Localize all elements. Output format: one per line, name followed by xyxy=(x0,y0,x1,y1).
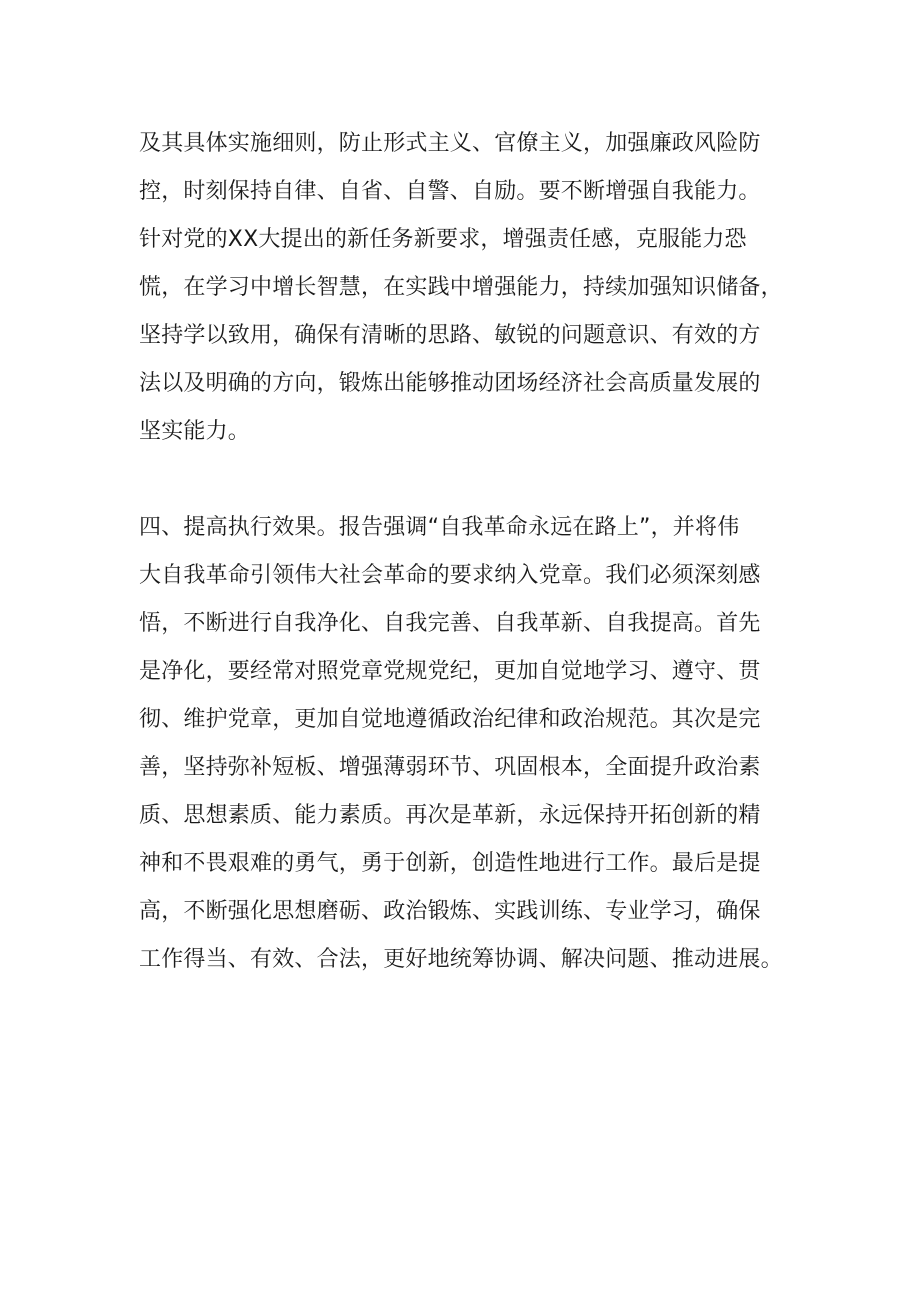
text-line: 质、思想素质、能力素质。再次是革新，永远保持开拓创新的精 xyxy=(139,803,761,828)
paragraph-section-four xyxy=(139,504,789,984)
text-line: 四、提高执行效果。报告强调“自我革命永远在路上”，并将伟 xyxy=(139,515,740,540)
paragraph-continuation xyxy=(139,120,789,456)
text-line: 慌，在学习中增长智慧，在实践中增强能力，持续加强知识储备， xyxy=(139,275,783,300)
text-line: 工作得当、有效、合法，更好地统筹协调、解决问题、推动进展。 xyxy=(139,947,783,972)
text-line: 大自我革命引领伟大社会革命的要求纳入党章。我们必须深刻感 xyxy=(139,563,761,588)
text-line: 高，不断强化思想磨砺、政治锻炼、实践训练、专业学习，确保 xyxy=(139,899,761,924)
text-line: 彻、维护党章，更加自觉地遵循政治纪律和政治规范。其次是完 xyxy=(139,707,761,732)
text-line: 坚持学以致用，确保有清晰的思路、敏锐的问题意识、有效的方 xyxy=(139,323,761,348)
text-line: 神和不畏艰难的勇气，勇于创新，创造性地进行工作。最后是提 xyxy=(139,851,761,876)
text-line: 善，坚持弥补短板、增强薄弱环节、巩固根本，全面提升政治素 xyxy=(139,755,761,780)
text-line: 及其具体实施细则，防止形式主义、官僚主义，加强廉政风险防 xyxy=(139,131,761,156)
text-line: 坚实能力。 xyxy=(139,419,251,444)
text-line: 悟，不断进行自我净化、自我完善、自我革新、自我提高。首先 xyxy=(139,611,761,636)
text-line: 针对党的XX大提出的新任务新要求，增强责任感，克服能力恐 xyxy=(139,227,747,252)
text-line: 法以及明确的方向，锻炼出能够推动团场经济社会高质量发展的 xyxy=(139,371,761,396)
text-line: 是净化，要经常对照党章党规党纪，更加自觉地学习、遵守、贯 xyxy=(139,659,761,684)
text-line: 控，时刻保持自律、自省、自警、自励。要不断增强自我能力。 xyxy=(139,179,761,204)
